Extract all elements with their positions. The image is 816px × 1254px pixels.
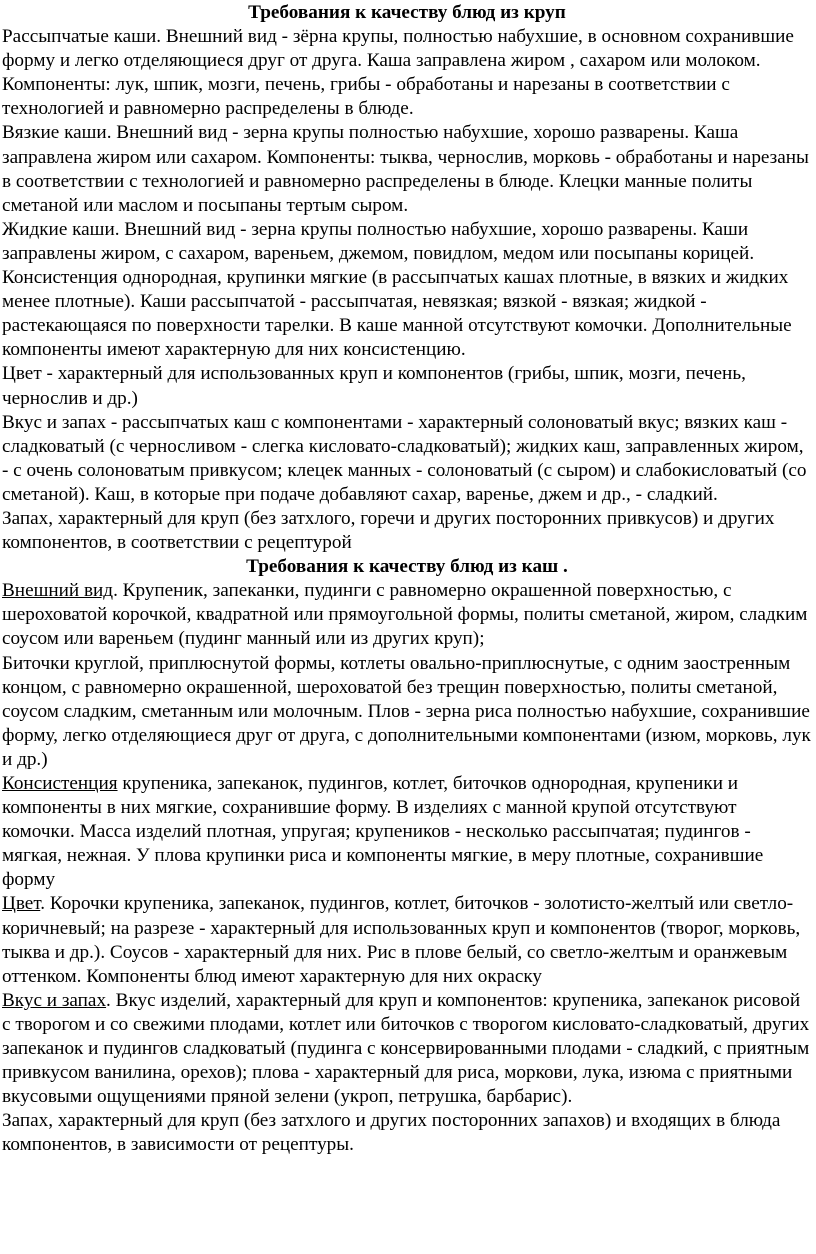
label-color: Цвет <box>2 893 41 915</box>
label-taste-smell: Вкус и запах <box>2 989 107 1011</box>
paragraph-liquid-porridge: Жидкие каши. Внешний вид - зерна крупы полностью набухшие, хорошо разварены. Каши заправлены жиром, с сахаром, вареньем, джемом, повидлом, медом или посыпаны корицей. <box>2 218 755 264</box>
text-consistency: крупеника, запеканок, пудингов, котлет, биточков однородная, крупеники и компоненты в них мягкие, сохранившие форму. В изделиях с манной крупой отсутствуют комочки. Масса изделий плотная, упругая; крупеников - несколько рассыпчатая; пудингов - мягкая, нежная. У плова крупинки риса и компоненты мягкие, в меру плотные, сохранившие форму <box>2 773 764 891</box>
text-taste: . Вкус изделий, характерный для круп и компонентов: крупеника, запеканок рисовой с творогом и со свежими плодами, котлет или биточков с творогом кисловато-сладковатый, других запеканок и пудингов сладковатый (пудинга с консервированными плодами - сладкий, с приятным привкусом ванилина, орехов); плова - характерный для риса, моркови, лука, изюма с приятными вкусовыми ощущениями пряной зелени (укроп, петрушка, барбарис). <box>2 989 810 1108</box>
paragraph-taste-smell: Вкус и запах - рассыпчатых каш с компонентами - характерный солоноватый вкус; вязких каш - сладковатый (с черносливом - слегка кисловато-сладковатый); жидких каш, заправленных жиром, - с очень солоноватым привкусом; клецек манных - солоноватый (с сыром) и слабокисловатый (со сметаной). Каш, в которые при подаче добавляют сахар, варенье, джем и др., - сладкий. <box>2 411 807 505</box>
paragraph-dish-color <box>2 892 812 988</box>
paragraph-viscous-porridge: Вязкие каши. Внешний вид - зерна крупы полностью набухшие, хорошо разварены. Каша заправлена жиром или сахаром. Компоненты: тыква, чернослив, морковь - обработаны и нарезаны в соответствии с технологией и равномерно распределены в блюде. Клецки манные политы сметаной или маслом и посыпаны тертым сыром. <box>2 122 809 216</box>
label-appearance: Внешний вид <box>2 580 114 602</box>
paragraph-color: Цвет - характерный для использованных круп и компонентов (грибы, шпик, мозги, печень, чернослив и др.) <box>2 363 746 409</box>
paragraph-dish-consistency <box>2 772 812 892</box>
paragraph-crumbly-porridge: Рассыпчатые каши. Внешний вид - зёрна крупы, полностью набухшие, в основном сохранившие форму и легко отделяющиеся друг от друга. Каша заправлена жиром , сахаром или молоком. Компоненты: лук, шпик, мозги, печень, грибы - обработаны и нарезаны в соответствии с технологией и равномерно распределены в блюде. <box>2 26 794 120</box>
text-appearance: . Крупеник, запеканки, пудинги с равномерно окрашенной поверхностью, с шероховатой корочкой, квадратной или прямоугольной формы, политы сметаной, жиром, сладким соусом или вареньем (пудинг манный или из других круп); <box>2 580 808 650</box>
paragraph-smell: Запах, характерный для круп (без затхлого, горечи и других посторонних привкусов) и других компонентов, в соответствии с рецептурой <box>2 507 775 554</box>
paragraph-appearance <box>2 579 812 651</box>
section-heading-grains: Требования к качеству блюд из круп <box>248 2 566 23</box>
section-heading-porridge-dishes: Требования к качеству блюд из каш . <box>246 556 568 578</box>
paragraph-dish-smell: Запах, характерный для круп (без затхлого и других посторонних запахов) и входящих в блюда компонентов, в зависимости от рецептуры. <box>2 1110 781 1156</box>
text-color: . Корочки крупеника, запеканок, пудингов, котлет, биточков - золотисто-желтый или светло-коричневый; на разрезе - характерный для использованных круп и компонентов (творог, морковь, тыква и др.). Соусов - характерный для них. Рис в плове белый, со светло-желтым и оранжевым оттенком. Компоненты блюд имеют характерную для них окраску <box>2 893 801 987</box>
paragraph-cutlets: Биточки круглой, приплюснутой формы, котлеты овально-приплюснутые, с одним заостренным концом, с равномерно окрашенной, шероховатой без трещин поверхностью, политы сметаной, соусом сладким, сметанным или молочным. Плов - зерна риса полностью набухшие, сохранившие форму, легко отделяющиеся друг от друга, с дополнительными компонентами (изюм, морковь, лук и др.) <box>2 652 811 770</box>
label-consistency: Консистенция <box>2 773 118 794</box>
paragraph-consistency: Консистенция однородная, крупинки мягкие (в рассыпчатых кашах плотные, в вязких и жидких менее плотные). Каши рассыпчатой - рассыпчатая, невязкая; вязкой - вязкая; жидкой - растекающаяся по поверхности тарелки. В каше манной отсутствуют комочки. Дополнительные компоненты имеют характерную для них консистенцию. <box>2 267 792 361</box>
paragraph-dish-taste <box>2 989 812 1109</box>
